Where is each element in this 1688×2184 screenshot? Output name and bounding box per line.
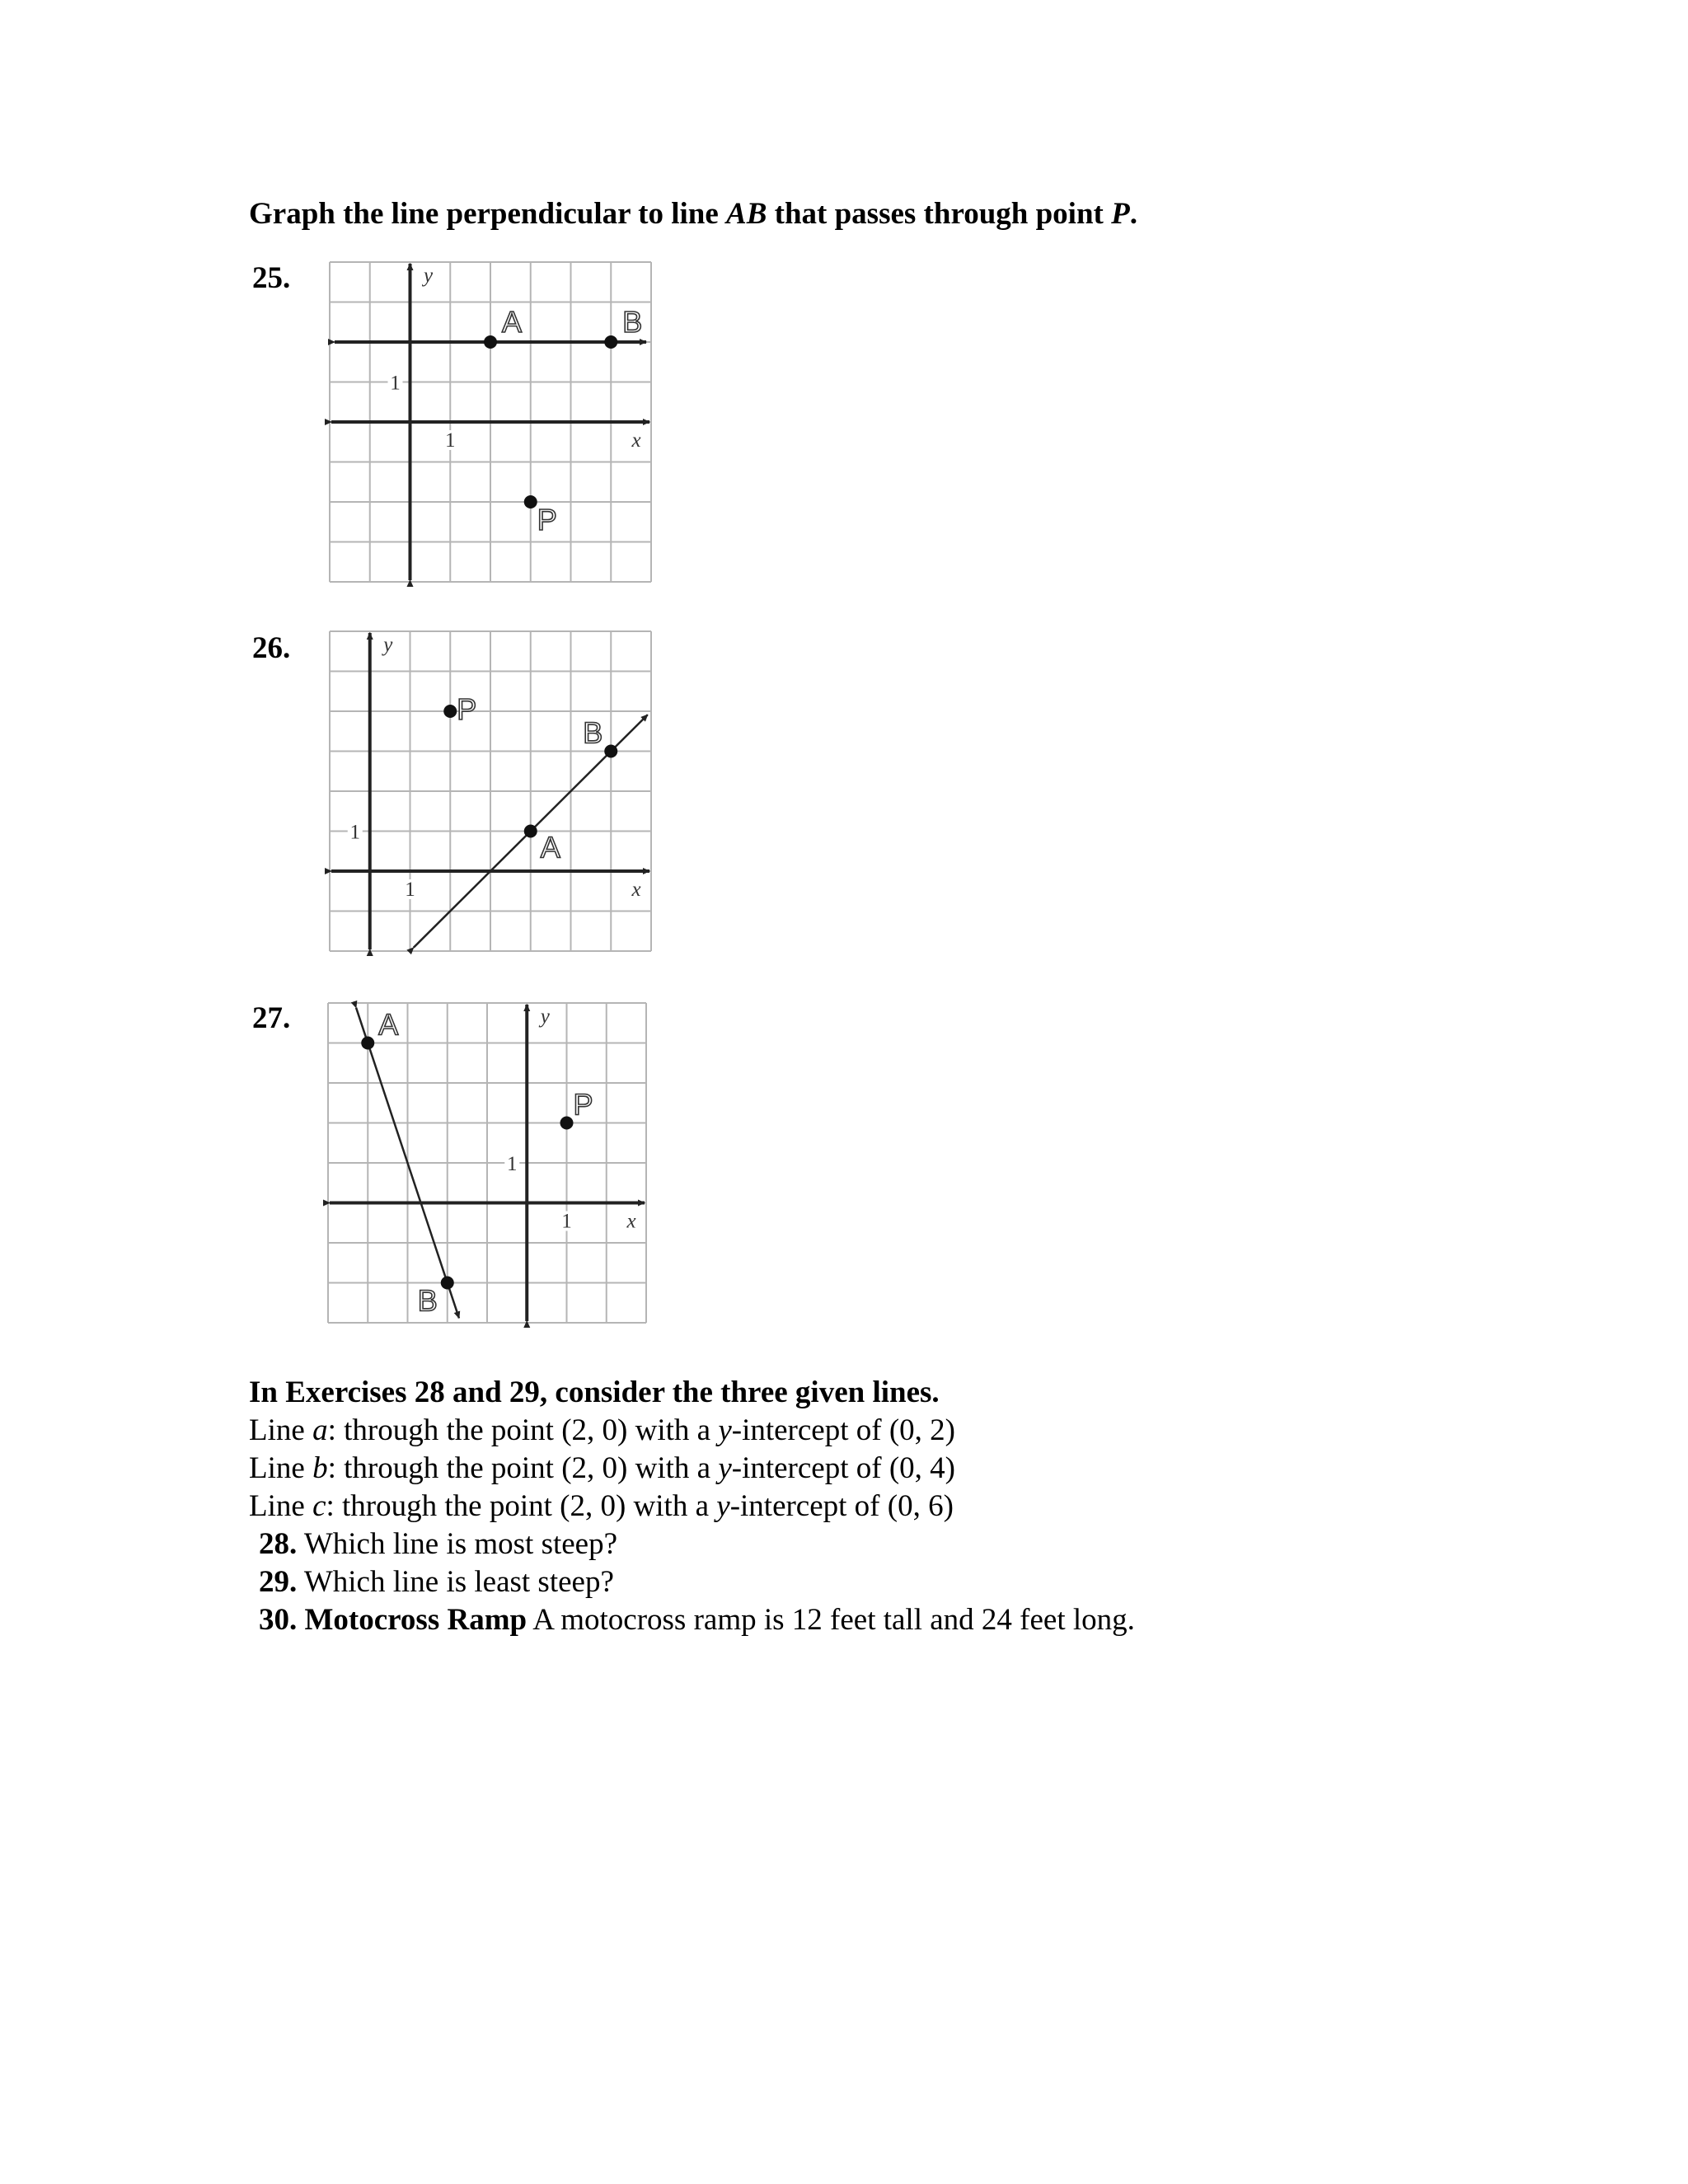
y-tick-label: 1 bbox=[349, 821, 360, 844]
point-label-p: P bbox=[537, 503, 557, 537]
problem-number: 25. bbox=[252, 261, 291, 295]
y-tick-label: 1 bbox=[507, 1153, 518, 1175]
grid bbox=[328, 1003, 646, 1323]
y-tick-label: 1 bbox=[390, 372, 401, 395]
point-p bbox=[560, 1117, 574, 1130]
point-label-a: A bbox=[540, 830, 560, 865]
point-label-b: B bbox=[417, 1283, 438, 1318]
point-a bbox=[361, 1037, 374, 1050]
exercise-title: In Exercises 28 and 29, consider the three given lines. bbox=[249, 1376, 940, 1409]
point-b bbox=[604, 745, 617, 758]
point-p bbox=[443, 705, 457, 718]
x-tick-label: 1 bbox=[445, 429, 456, 452]
problem-number: 27. bbox=[252, 1001, 291, 1035]
coordinate-graph-25 bbox=[330, 262, 651, 582]
line-definition: Line b: through the point (2, 0) with a y-intercept of (0, 4) bbox=[249, 1451, 955, 1485]
point-a bbox=[524, 825, 537, 838]
point-p bbox=[524, 495, 537, 509]
exercise-block bbox=[249, 1374, 1135, 1639]
line-definition: Line c: through the point (2, 0) with a y-intercept of (0, 6) bbox=[249, 1489, 954, 1523]
question-28: 28. Which line is most steep? bbox=[259, 1527, 618, 1561]
coordinate-graph-27 bbox=[328, 1003, 646, 1323]
point-b bbox=[441, 1277, 454, 1290]
point-label-b: B bbox=[622, 305, 643, 339]
y-axis-label: y bbox=[423, 265, 434, 287]
y-axis-label: y bbox=[540, 1005, 550, 1028]
point-b bbox=[604, 335, 617, 349]
grid bbox=[330, 631, 651, 951]
point-label-a: A bbox=[378, 1007, 399, 1042]
x-axis-label: x bbox=[626, 1210, 636, 1233]
point-label-a: A bbox=[501, 305, 523, 339]
point-a bbox=[484, 335, 497, 349]
question-29: 29. Which line is least steep? bbox=[259, 1565, 614, 1599]
x-axis-label: x bbox=[631, 429, 641, 452]
point-label-p: P bbox=[573, 1087, 593, 1122]
coordinate-graph-26 bbox=[330, 631, 651, 951]
point-label-b: B bbox=[583, 715, 603, 750]
line-definition: Line a: through the point (2, 0) with a y-intercept of (0, 2) bbox=[249, 1413, 955, 1447]
y-axis-label: y bbox=[383, 634, 393, 656]
point-label-p: P bbox=[457, 692, 477, 726]
x-tick-label: 1 bbox=[405, 879, 415, 901]
question-30: 30. Motocross Ramp A motocross ramp is 12 feet tall and 24 feet long. bbox=[259, 1603, 1135, 1637]
instructions-heading: Graph the line perpendicular to line AB that passes through point P. bbox=[249, 197, 1137, 231]
problem-number: 26. bbox=[252, 631, 291, 665]
x-tick-label: 1 bbox=[561, 1210, 572, 1233]
x-axis-label: x bbox=[631, 879, 641, 901]
